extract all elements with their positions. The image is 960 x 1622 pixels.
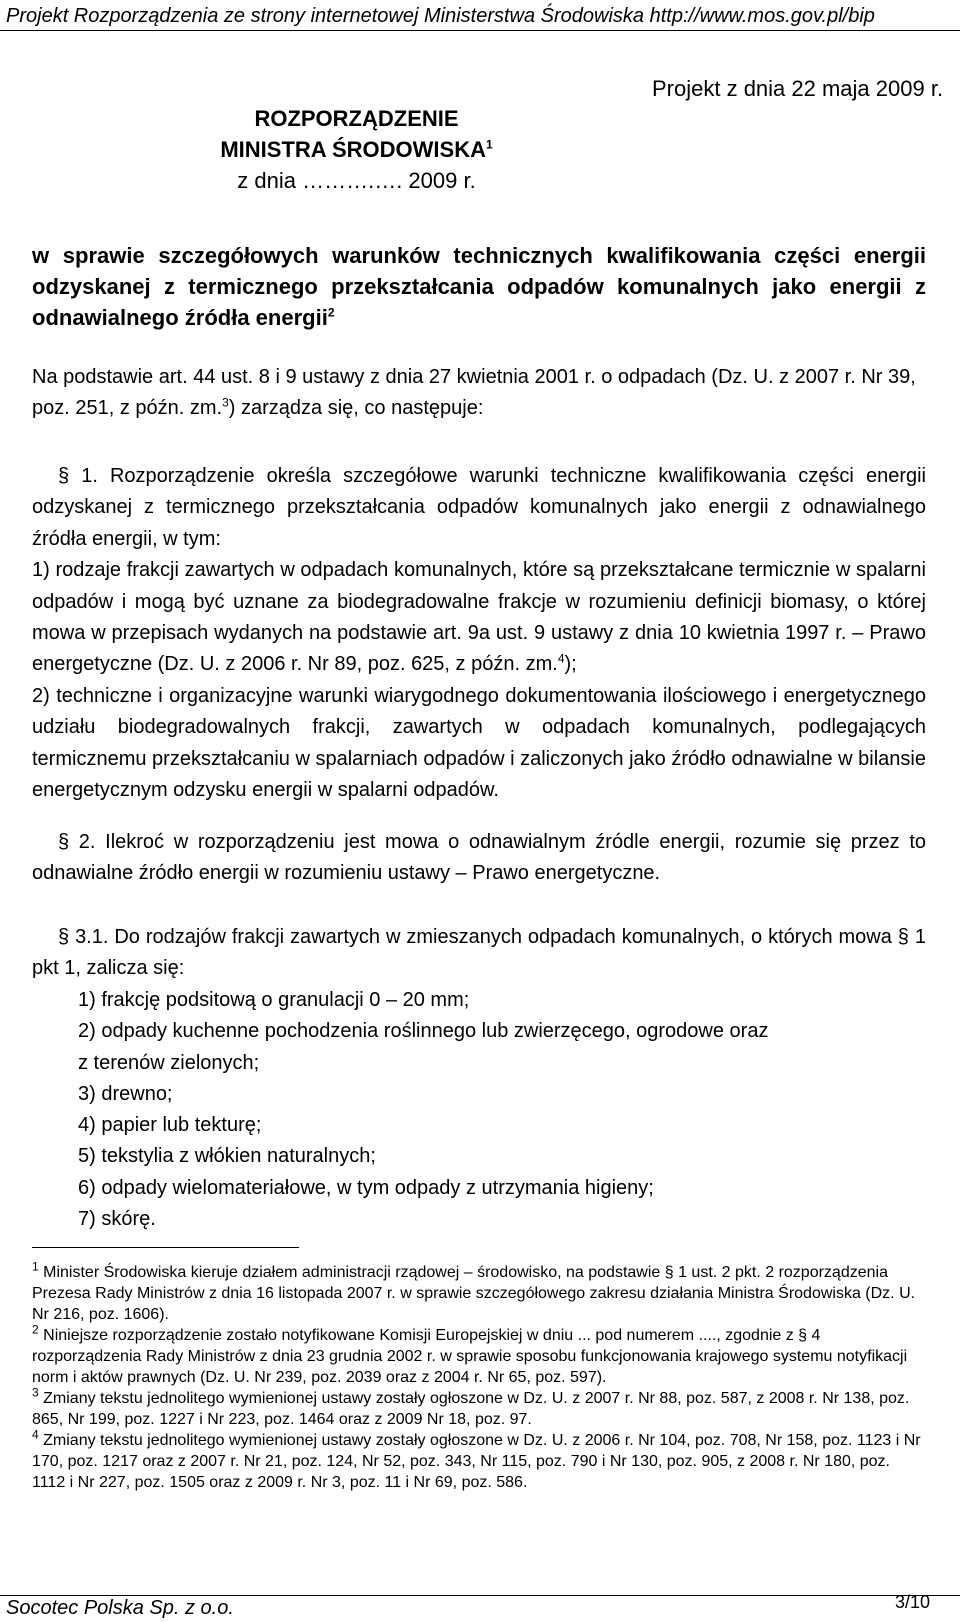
list-item: 2) odpady kuchenne pochodzenia roślinnego lub zwierzęcego, ogrodowe oraz xyxy=(78,1020,769,1043)
title-date: z dnia ……….…. 2009 r. xyxy=(237,168,476,193)
section-1 xyxy=(32,461,926,806)
section-1-item-1 xyxy=(32,555,926,681)
section-1-item-1-text-a: 1) rodzaje frakcji zawartych w odpadach komunalnych, które są przekształcane termicznie w spalarni odpadów i mogą być uznane za biodegradowalne frakcje w rozumieniu definicji biomasy, o której mowa w przepisach wydanych na podstawie art. 9a ust. 9 ustawy z dnia 10 kwietnia 1997 r. – Prawo energetyczne (Dz. U. z 2006 r. Nr 89, poz. 625, z późn. zm. xyxy=(32,559,926,676)
legal-basis-text-b: ) zarządza się, co następuje: xyxy=(228,397,484,419)
footnote-3 xyxy=(32,1385,926,1430)
footnote-divider xyxy=(32,1247,299,1248)
list-item: 1) frakcję podsitową o granulacji 0 – 20 mm; xyxy=(78,989,470,1011)
title-line-2 xyxy=(0,134,713,165)
footnote-2 xyxy=(32,1322,926,1388)
footnote-number: 4 xyxy=(32,1427,39,1442)
footnote-number: 3 xyxy=(32,1385,39,1400)
list-item: 6) odpady wielomateriałowe, w tym odpady z utrzymania higieny; xyxy=(78,1176,654,1199)
section-1-item-2: 2) techniczne i organizacyjne warunki wiarygodnego dokumentowania ilościowego i energetycznego udziału biodegradowalnych frakcji, zawartych w odpadach komunalnych, podlegających termicznemu przekształcaniu w spalarniach odpadów i zaliczonych jako źródło odnawialne w bilansie energetycznym odzysku energii w spalarni odpadów. xyxy=(32,684,926,802)
section-1-lead: § 1. Rozporządzenie określa szczegółowe warunki techniczne kwalifikowania części energii odzyskanej z termicznego przekształcania odpadów komunalnych jako energii z odnawialnego źródła energii, w tym: xyxy=(32,465,926,550)
footer-divider xyxy=(0,1595,960,1596)
legal-basis-text-a: Na podstawie art. 44 ust. 8 i 9 ustawy z dnia 27 kwietnia 2001 r. o odpadach (Dz. U. z 2007 r. Nr 39, poz. 251, z późn. zm. xyxy=(32,366,916,419)
document-title xyxy=(0,103,713,196)
list-item: 4) papier lub tekturę; xyxy=(78,1114,262,1137)
list-item: 5) tekstylia z włókien naturalnych; xyxy=(78,1145,376,1168)
page-header: Projekt Rozporządzenia ze strony internetowej Ministerstwa Środowiska http://www.mos.gov.pl/bip xyxy=(6,5,875,27)
regulation-subject xyxy=(32,240,926,333)
footnote-4 xyxy=(32,1427,926,1493)
section-2: § 2. Ilekroć w rozporządzeniu jest mowa o odnawialnym źródle energii, rozumie się przez to odnawialne źródło energii w rozumieniu ustawy – Prawo energetyczne. xyxy=(32,831,926,884)
title-line-1: ROZPORZĄDZENIE xyxy=(254,106,459,131)
footnote-text: Zmiany tekstu jednolitego wymienionej ustawy zostały ogłoszone w Dz. U. z 2006 r. Nr 104, poz. 708, Nr 158, poz. 1123 i Nr 170, poz. 1217 oraz z 2007 r. Nr 21, poz. 124, Nr 52, poz. 343, Nr 115, poz. 790 i Nr 130, poz. 905, z 2008 r. Nr 180, poz. 1112 i Nr 227, poz. 1505 oraz z 2009 r. Nr 3, poz. 11 i Nr 69, poz. 586. xyxy=(32,1432,921,1491)
footnote-ref-4[interactable]: 4 xyxy=(557,651,565,666)
subject-text: w sprawie szczegółowych warunków technicznych kwalifikowania części energii odzyskanej z termicznego przekształcania odpadów komunalnych jako energii z odnawialnego źródła energii xyxy=(32,243,926,330)
list-item: 7) skórę. xyxy=(78,1208,156,1231)
footnote-number: 1 xyxy=(32,1259,39,1274)
title-ministry: MINISTRA ŚRODOWISKA xyxy=(220,137,486,162)
footnote-text: Niniejsze rozporządzenie zostało notyfikowane Komisji Europejskiej w dniu ... pod numerem ...., zgodnie z § 4 rozporządzenia Rady Ministrów z dnia 23 grudnia 2002 r. w sprawie sposobu funkcjonowania krajowego systemu notyfikacji norm i aktów prawnych (Dz. U. Nr 239, poz. 2039 oraz z 2004 r. Nr 65, poz. 597). xyxy=(32,1327,908,1386)
header-divider xyxy=(0,30,960,31)
footnote-text: Zmiany tekstu jednolitego wymienionej ustawy zostały ogłoszone w Dz. U. z 2007 r. Nr 88, poz. 587, z 2008 r. Nr 138, poz. 865, Nr 199, poz. 1227 i Nr 223, poz. 1464 oraz z 2009 Nr 18, poz. 97. xyxy=(32,1390,910,1428)
footnote-ref-2[interactable]: 2 xyxy=(327,305,335,320)
list-item: 3) drewno; xyxy=(78,1082,173,1105)
footer-company: Socotec Polska Sp. z o.o. xyxy=(6,1597,234,1619)
projekt-date: Projekt z dnia 22 maja 2009 r. xyxy=(652,76,944,101)
list-item: z terenów zielonych; xyxy=(78,1051,260,1074)
footnote-ref-3[interactable]: 3 xyxy=(222,395,229,410)
footnotes xyxy=(32,1259,926,1493)
legal-basis xyxy=(32,362,926,424)
section-3: § 3.1. Do rodzajów frakcji zawartych w zmieszanych odpadach komunalnych, o których mowa § 1 pkt 1, zalicza się: xyxy=(32,926,926,979)
page-number: 3/10 xyxy=(894,1592,930,1612)
fraction-list xyxy=(78,985,926,1235)
footnote-1 xyxy=(32,1259,926,1325)
section-1-item-1-text-b: ); xyxy=(564,653,577,676)
footnote-ref-1[interactable]: 1 xyxy=(485,137,493,152)
footnote-text: Minister Środowiska kieruje działem administracji rządowej – środowisko, na podstawie § 1 ust. 2 pkt. 2 rozporządzenia Prezesa Rady Ministrów z dnia 16 listopada 2007 r. w sprawie szczegółowego zakresu działania Ministra Środowiska (Dz. U. Nr 216, poz. 1606). xyxy=(32,1264,916,1323)
footnote-number: 2 xyxy=(32,1322,39,1337)
